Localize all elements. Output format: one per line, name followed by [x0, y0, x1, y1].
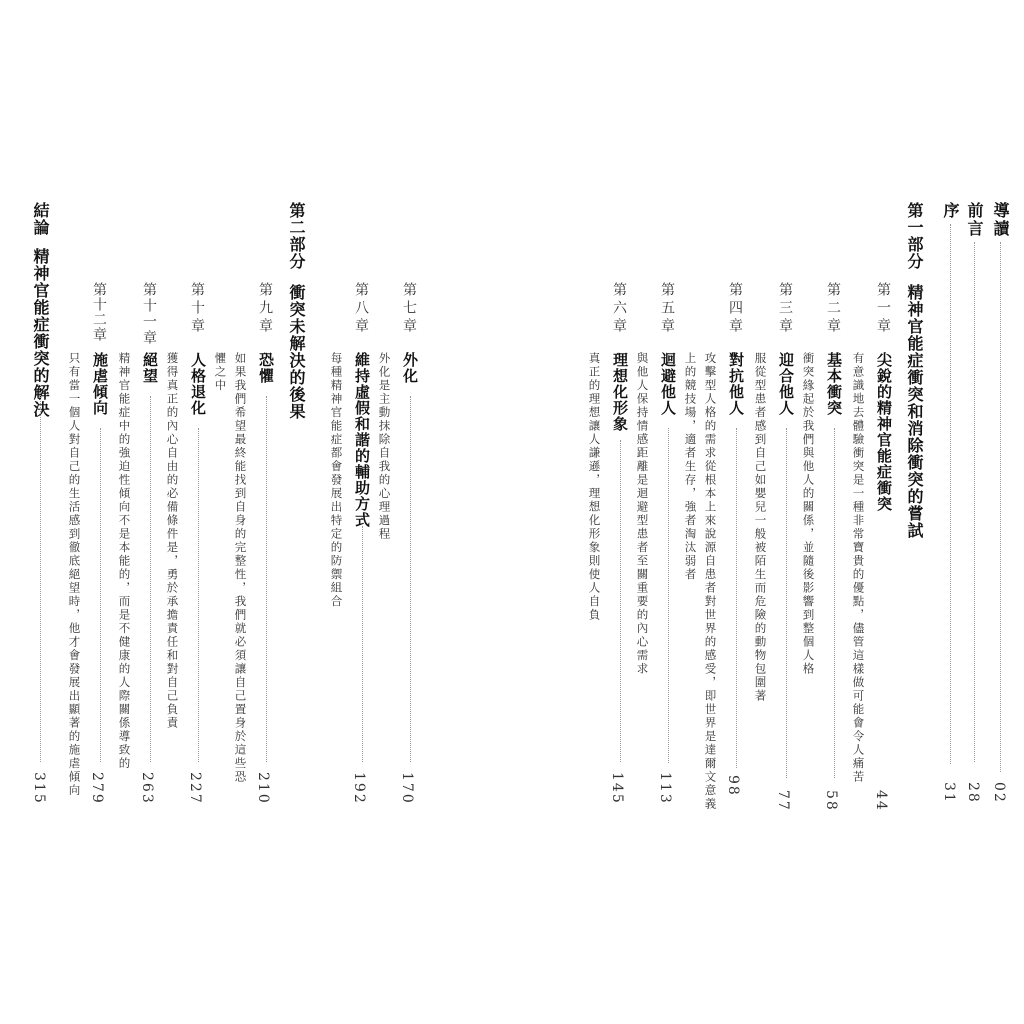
chapter-title[interactable]: 外化	[401, 352, 419, 384]
chapter-summary: 攻擊型人格的需求從根本上來說源自患者對世界的感受，即世界是達爾文意義	[703, 352, 718, 811]
page-number: 227	[187, 772, 203, 805]
leader-dots	[40, 392, 41, 762]
part2-title[interactable]: 衝突未解決的後果	[287, 284, 306, 420]
toc-preface[interactable]: 序	[941, 202, 960, 220]
chapter-number: 第九章	[257, 282, 273, 336]
chapter-summary: 外化是主動抹除自我的心理過程	[377, 352, 392, 541]
page-number: 279	[89, 772, 105, 805]
leader-dots	[100, 428, 101, 762]
chapter-title[interactable]: 迴避他人	[659, 352, 677, 416]
chapter-summary-cont: 懼之中	[213, 352, 228, 393]
conclusion-title[interactable]: 精神官能症衝突的解決	[31, 248, 50, 418]
page-number-conclusion: 315	[31, 772, 47, 805]
leader-dots	[198, 428, 199, 762]
chapter-summary: 如果我們希望最終能找到自身的完整性，我們就必須讓自己置身於這些恐	[233, 352, 248, 784]
chapter-number: 第四章	[727, 282, 743, 336]
chapter-number: 第二章	[825, 282, 841, 336]
leader-dots	[266, 396, 267, 762]
leader-dots	[834, 428, 835, 778]
chapter-title[interactable]: 人格退化	[189, 352, 207, 416]
chapter-title[interactable]: 尖銳的精神官能症衝突	[875, 352, 893, 512]
leader-dots	[950, 224, 951, 764]
part1-title[interactable]: 精神官能症衝突和消除衝突的嘗試	[905, 284, 924, 539]
chapter-summary: 獲得真正的內心自由的必備條件是，勇於承擔責任和對自己負責	[165, 352, 180, 730]
chapter-title[interactable]: 理想化形象	[611, 352, 629, 432]
chapter-summary: 有意識地去體驗衝突是一種非常寶貴的優點，儘管這樣做可能會令人痛苦	[851, 352, 866, 784]
page-number: 145	[609, 772, 625, 805]
chapter-title[interactable]: 恐懼	[257, 352, 275, 384]
chapter-number: 第一章	[875, 282, 891, 336]
page-number: 98	[725, 775, 741, 797]
chapter-summary: 衝突緣起於我們與他人的關係，並隨後影響到整個人格	[801, 352, 816, 676]
leader-dots	[668, 428, 669, 763]
toc-guide[interactable]: 導讀	[991, 202, 1010, 238]
chapter-summary: 與他人保持情感距離是迴避型患者至關重要的內心需求	[635, 352, 650, 676]
chapter-summary-cont: 上的競技場，適者生存，強者淘汰弱者	[683, 352, 698, 582]
leader-dots	[410, 396, 411, 762]
page-number: 170	[399, 772, 415, 805]
chapter-title[interactable]: 絕望	[141, 352, 159, 384]
chapter-title[interactable]: 施虐傾向	[91, 352, 109, 416]
chapter-summary: 真正的理想讓人謙遜，理想化形象則使人自負	[587, 352, 602, 622]
leader-dots	[150, 396, 151, 762]
chapter-summary: 每種精神官能症都會發展出特定的防禦組合	[329, 352, 344, 609]
chapter-number: 第十章	[189, 282, 205, 336]
chapter-number: 第八章	[353, 282, 369, 336]
toc-foreword[interactable]: 前言	[965, 202, 984, 238]
part1-label: 第一部分	[905, 202, 924, 270]
page-number: 58	[823, 790, 839, 812]
page-number-foreword: 28	[965, 782, 981, 804]
page-number: 113	[657, 772, 673, 805]
leader-dots	[620, 440, 621, 762]
chapter-title[interactable]: 迎合他人	[777, 352, 795, 416]
chapter-number: 第六章	[611, 282, 627, 336]
chapter-summary: 只有當一個人對自己的生活感到徹底絕望時，他才會發展出顯著的施虐傾向	[67, 352, 82, 798]
leader-dots	[1000, 242, 1001, 772]
chapter-number: 第五章	[659, 282, 675, 336]
page-number: 77	[775, 790, 791, 812]
chapter-summary: 精神官能症中的強迫性傾向不是本能的，而是不健康的人際關係導致的	[117, 352, 132, 771]
chapter-number: 第十一章	[141, 282, 157, 346]
page-number: 44	[873, 790, 889, 812]
page-number: 263	[139, 772, 155, 805]
part2-label: 第二部分	[287, 202, 306, 270]
page-number-guide: 02	[991, 782, 1007, 804]
chapter-number: 第十二章	[91, 282, 107, 342]
leader-dots	[974, 242, 975, 762]
conclusion-label: 結論	[31, 202, 50, 236]
leader-dots	[786, 428, 787, 778]
chapter-title[interactable]: 對抗他人	[727, 352, 745, 416]
chapter-title[interactable]: 基本衝突	[825, 352, 843, 416]
chapter-number: 第三章	[777, 282, 793, 336]
chapter-summary: 服從型患者感到自己如嬰兒一般被陌生而危險的動物包圍著	[753, 352, 768, 703]
leader-dots	[736, 428, 737, 768]
chapter-title[interactable]: 維持虛假和諧的輔助方式	[353, 352, 371, 528]
page-number: 192	[351, 772, 367, 805]
page-number-preface: 31	[941, 782, 957, 804]
page-number: 210	[255, 772, 271, 805]
chapter-number: 第七章	[401, 282, 417, 336]
leader-dots	[362, 526, 363, 762]
